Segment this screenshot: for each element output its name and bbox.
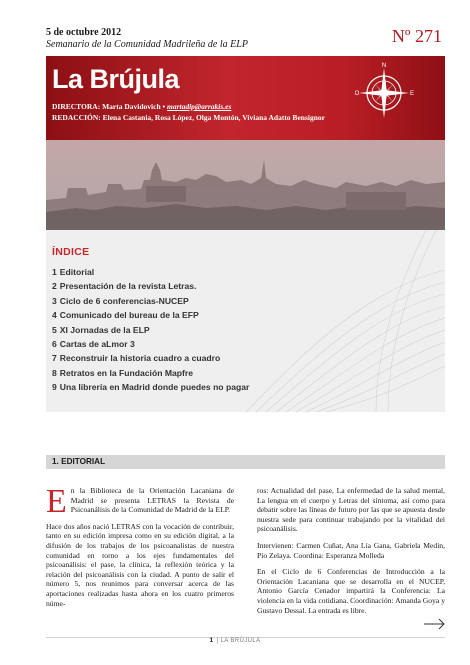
index-item-reconstruir[interactable]: 7 Reconstruir la historia cuadro a cuadro: [52, 353, 221, 364]
article-paragraph: Hace dos años nació LETRAS con la vocación de contribuir, tanto en su edición impresa como en su edición digital, a la difusión de los trabajos de los psicoanalistas de nuestra comunidad en torno a los ejes fundamentales del psicoanálisis: el pase, la clínica, la reflexión teórica y la relación del psicoanálisis con la ciudad. A punto de salir el número 5, nos reunimos para conversar acerca de las aportaciones realizadas hasta ahora en los cuatro primeros núme-: [46, 521, 234, 608]
photo-tint: [46, 140, 445, 230]
director-email-link[interactable]: martadip@arrakis.es: [167, 102, 232, 111]
table-of-contents: [46, 230, 445, 412]
article-paragraph: ros: Actualidad del pase, La enfermedad de la salud mental, La lengua en el cuerpo y Letras del síntoma, así como para debatir sobre las líneas de futuro por las que se apuesta desde nuestra sede para continuar trabajando por la vitalidad del psicoanálisis.: [257, 486, 445, 534]
publication-title: La Brújula: [52, 64, 180, 94]
drop-cap: E: [46, 483, 67, 520]
section-title: 1. EDITORIAL: [52, 457, 106, 466]
director-label: DIRECTORA: Marta Davidovich •: [52, 102, 166, 111]
svg-text:N: N: [381, 63, 387, 69]
index-item-libreria[interactable]: 9 Una librería en Madrid donde puedes no pagar: [52, 382, 250, 393]
index-item-comunicado[interactable]: 4 Comunicado del bureau de la EFP: [52, 310, 199, 321]
index-item-editorial[interactable]: 1 Editorial: [52, 267, 95, 277]
compass-icon: [353, 60, 415, 122]
page-footer: [0, 637, 470, 644]
staff-credits: [52, 101, 325, 123]
index-title: ÍNDICE: [52, 246, 90, 258]
header-meta: [46, 27, 248, 51]
issue-date: 5 de octubre 2012: [46, 27, 122, 38]
footer-label: | LA BRÚJULA: [216, 638, 261, 644]
redaccion-line: REDACCIÓN: Elena Castania, Rosa López, Olga Montón, Viviana Adatto Bensignor: [52, 113, 325, 122]
publication-subtitle: Semanario de la Comunidad Madrileña de la ELP: [46, 39, 248, 50]
issue-number: Nº 271: [391, 26, 442, 46]
page-number: 1: [209, 637, 214, 644]
article-column-left: [46, 483, 234, 615]
masthead: [46, 56, 445, 140]
svg-text:E: E: [409, 91, 415, 97]
index-item-ciclo[interactable]: 3 Ciclo de 6 conferencias-NUCEP: [52, 295, 189, 306]
article-paragraph: En la Biblioteca de la Orientación Lacaniana de Madrid se presenta LETRAS la Revista de Psicoanálisis de la Comunidad de Madrid de la ELP.: [46, 483, 234, 520]
index-item-presentacion[interactable]: 2 Presentación de la revista Letras.: [52, 281, 197, 292]
svg-text:O: O: [354, 91, 360, 97]
index-item-retratos[interactable]: 8 Retratos en la Fundación Mapfre: [52, 367, 194, 378]
city-skyline-image: [46, 140, 445, 230]
index-item-cartas[interactable]: 6 Cartas de aLmor 3: [52, 338, 135, 349]
article-column-right: [257, 486, 445, 622]
article-paragraph: Intervienen: Carmen Cuñat, Ana Lía Gana, Gabriela Medin, Pío Zelaya. Coordina: Esperanza Molleda: [257, 540, 445, 560]
section-header-editorial: [46, 455, 445, 469]
index-list: [52, 265, 249, 395]
director-line: [52, 101, 325, 112]
article-paragraph: En el Ciclo de 6 Conferencias de Introducción a la Orientación Lacaniana que se desarrolla en el NUCEP, Antonio García Cenador impartirá la Conferencia: La violencia en la vida cotidiana. Coordinación: Amanda Goya y Gustavo Dessal. La entrada es libre.: [257, 567, 445, 615]
next-page-arrow-icon[interactable]: [424, 618, 446, 630]
index-item-jornadas[interactable]: 5 XI Jornadas de la ELP: [52, 324, 150, 335]
